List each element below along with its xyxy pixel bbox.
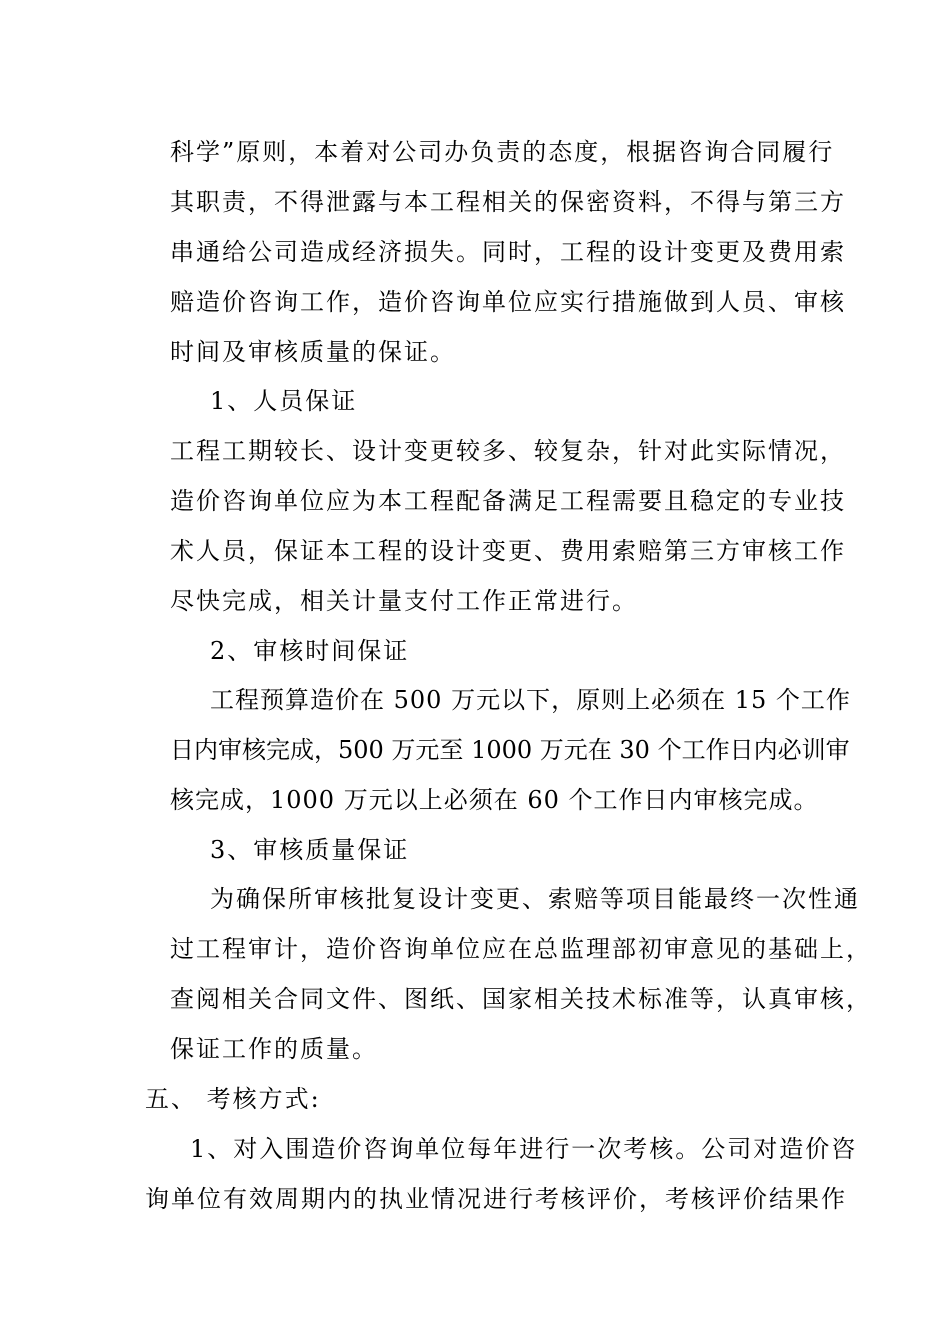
text-line: 尽快完成，相关计量支付工作正常进行。 bbox=[170, 587, 638, 615]
text-line: 查阅相关合同文件、图纸、国家相关技术标准等，认真审核， bbox=[170, 985, 872, 1013]
text-line: 赔造价咨询工作，造价咨询单位应实行措施做到人员、审核 bbox=[170, 288, 846, 316]
section-heading: 2、审核时间保证 bbox=[210, 637, 410, 665]
text-line: 过工程审计，造价咨询单位应在总监理部初审意见的基础上， bbox=[170, 935, 872, 963]
text-line: 日内审核完成，500 万元至 1000 万元在 30 个工作日内必训审 bbox=[170, 736, 850, 764]
text-line: 科学”原则，本着对公司办负责的态度，根据咨询合同履行 bbox=[170, 138, 835, 166]
chapter-heading: 五、 考核方式: bbox=[145, 1085, 321, 1113]
text-line: 术人员，保证本工程的设计变更、费用索赔第三方审核工作 bbox=[170, 537, 846, 565]
text-line: 核完成，1000 万元以上必须在 60 个工作日内审核完成。 bbox=[170, 786, 819, 814]
section-heading: 3、审核质量保证 bbox=[210, 836, 410, 864]
text-line: 时间及审核质量的保证。 bbox=[170, 338, 456, 366]
text-line: 串通给公司造成经济损失。同时，工程的设计变更及费用索 bbox=[170, 238, 846, 266]
text-line: 其职责，不得泄露与本工程相关的保密资料，不得与第三方 bbox=[170, 188, 846, 216]
text-line: 保证工作的质量。 bbox=[170, 1035, 378, 1063]
text-line: 询单位有效周期内的执业情况进行考核评价，考核评价结果作 bbox=[145, 1185, 847, 1213]
text-line: 造价咨询单位应为本工程配备满足工程需要且稳定的专业技 bbox=[170, 487, 846, 515]
text-line: 1、对入围造价咨询单位每年进行一次考核。公司对造价咨 bbox=[190, 1135, 858, 1163]
text-line: 工程工期较长、设计变更较多、较复杂，针对此实际情况， bbox=[170, 437, 846, 465]
section-heading: 1、人员保证 bbox=[210, 387, 358, 415]
text-line: 为确保所审核批复设计变更、索赔等项目能最终一次性通 bbox=[210, 885, 860, 913]
text-line: 工程预算造价在 500 万元以下，原则上必须在 15 个工作 bbox=[210, 686, 851, 714]
